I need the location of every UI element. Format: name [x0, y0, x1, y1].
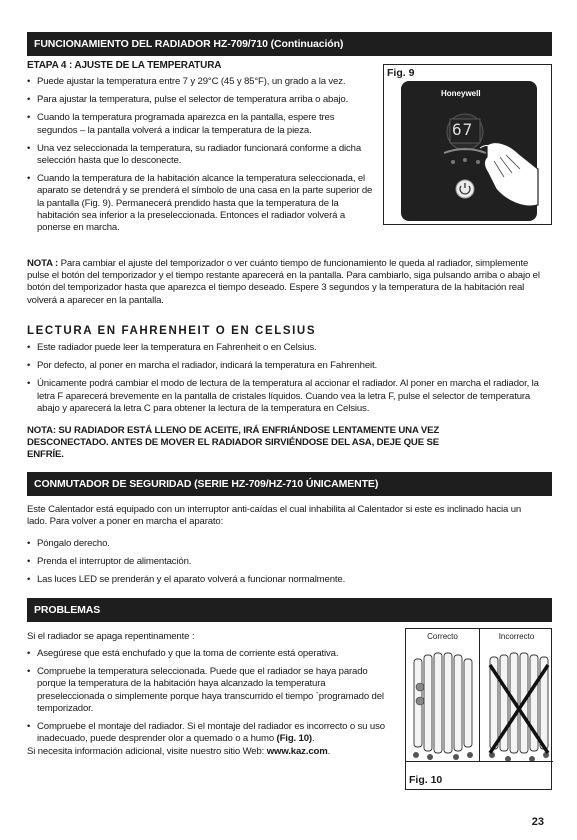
lectura-list — [27, 342, 552, 421]
section-header-problemas: PROBLEMAS — [27, 598, 552, 622]
seguridad-intro: Este Calentador está equipado con un interruptor anti-caídas el cual inhabilita al Calentador si este es inclinado hacia un lado. Para volver a poner en marcha el aparato: — [27, 504, 522, 528]
note-text: Para cambiar el ajuste del temporizador o ver cuánto tiempo de funcionamiento le queda al radiador, simplemente pulse el botón del temporizador y el tiempo restante aparecerá en la pantalla. Para cambiarlo, siga pulsando arriba o abajo el botón del temporizador hasta que aparezca el tiempo deseado. Espere 3 segundos y la temperatura de la habitación real volverá a aparecer en la pantalla. — [27, 258, 540, 306]
list-item — [27, 721, 389, 745]
list-item: • Cuando la temperatura de la habitación alcance la temperatura seleccionada, el aparato se detendrá y se prenderá el símbolo de una casa en la parte superior de la pantalla (Fig. 9). Permanecerá prendido hasta que la temperatura de la habitación sea inferior a la preseleccionada. Entonces el radiador volverá a ponerse en marcha. — [27, 173, 377, 234]
figure-rule — [406, 761, 553, 762]
etapa4-list — [27, 76, 377, 240]
list-item-text: Compruebe el montaje del radiador. Si el montaje del radiador es incorrecto o su uso inadecuado, puede desprender olor a quemado o a humo — [37, 721, 385, 745]
list-item: • Compruebe la temperatura seleccionada. Puede que el radiador se haya parado porque la temperatura de la habitación haya alcanzado la temperatura preseleccionada o simplemente porque haya transcurrido el tiempo `programado del temporizador. — [27, 666, 389, 715]
etapa4-note — [27, 258, 552, 307]
website-link[interactable]: www.kaz.com — [266, 746, 328, 757]
lectura-warning-note: NOTA: SU RADIADOR ESTÁ LLENO DE ACEITE, IRÁ ENFRIÁNDOSE LENTAMENTE UNA VEZ DESCONECTADO. ANTES DE MOVER EL RADIADOR SIRVIÉNDOSE DEL ASA, DEJE QUE SE ENFRÍE. — [27, 425, 440, 461]
fig10-reference: (Fig. 10) — [276, 733, 312, 745]
list-item-end: . — [311, 733, 315, 745]
list-item: • Cuando la temperatura programada aparezca en la pantalla, espere tres segundos – la pantalla volverá a indicar la temperatura de la pieza. — [27, 112, 377, 136]
brand-logo-text: Honeywell — [441, 89, 481, 98]
list-item: • Las luces LED se prenderán y el aparato volverá a funcionar normalmente. — [27, 574, 552, 586]
section-header-funcionamiento: FUNCIONAMIENTO DEL RADIADOR HZ-709/710 (Continuación) — [27, 32, 552, 56]
temperature-display: 67 — [452, 120, 474, 139]
list-item: • Asegúrese que está enchufado y que la toma de corriente está operativa. — [27, 648, 389, 660]
lectura-heading: LECTURA EN FAHRENHEIT O EN CELSIUS — [27, 325, 317, 337]
figure-9 — [383, 64, 552, 225]
figure-10 — [405, 628, 552, 790]
heater-correct-incorrect-illustration — [406, 629, 553, 763]
web-info-text: Si necesita información adicional, visite nuestro sitio Web: — [27, 746, 267, 757]
list-item: • Póngalo derecho. — [27, 538, 552, 550]
problemas-intro: Si el radiador se apaga repentinamente : — [27, 631, 195, 642]
correct-caption: Correcto — [427, 632, 458, 641]
list-item: • Para ajustar la temperatura, pulse el selector de temperatura arriba o abajo. — [27, 94, 377, 106]
incorrect-caption: Incorrecto — [498, 632, 535, 641]
list-item: • Una vez seleccionada la temperatura, su radiador funcionará conforme a dicha selección hasta que lo desconecte. — [27, 143, 377, 167]
list-item: • Este radiador puede leer la temperatura en Fahrenheit o en Celsius. — [27, 342, 552, 354]
section-header-conmutador: CONMUTADOR DE SEGURIDAD (SERIE HZ-709/HZ-710 ÚNICAMENTE) — [27, 472, 552, 496]
etapa4-heading: ETAPA 4 : AJUSTE DE LA TEMPERATURA — [27, 60, 222, 71]
list-item: • Únicamente podrá cambiar el modo de lectura de la temperatura al accionar el radiador. Al poner en marcha el radiador, la letra F aparecerá brevemente en la pantalla de cristales líquidos. Cuando vea la letra F, pulse el selector de temperatura abajo y aparecerá la letra C para obtener la lectura de la temperatura en Celsius. — [27, 378, 552, 415]
fig10-label: Fig. 10 — [409, 774, 443, 786]
note-label: NOTA : — [27, 258, 59, 269]
problemas-list — [27, 648, 389, 751]
page-number: 23 — [531, 816, 544, 828]
list-item: • Prenda el interruptor de alimentación. — [27, 556, 552, 568]
list-item: • Puede ajustar la temperatura entre 7 y 29°C (45 y 85°F), un grado a la vez. — [27, 76, 377, 88]
web-info — [27, 746, 397, 758]
web-info-end: . — [327, 746, 331, 757]
list-item: • Por defecto, al poner en marcha el radiador, indicará la temperatura en Fahrenheit. — [27, 360, 552, 372]
seguridad-list — [27, 538, 552, 593]
fig9-label: Fig. 9 — [387, 67, 415, 79]
